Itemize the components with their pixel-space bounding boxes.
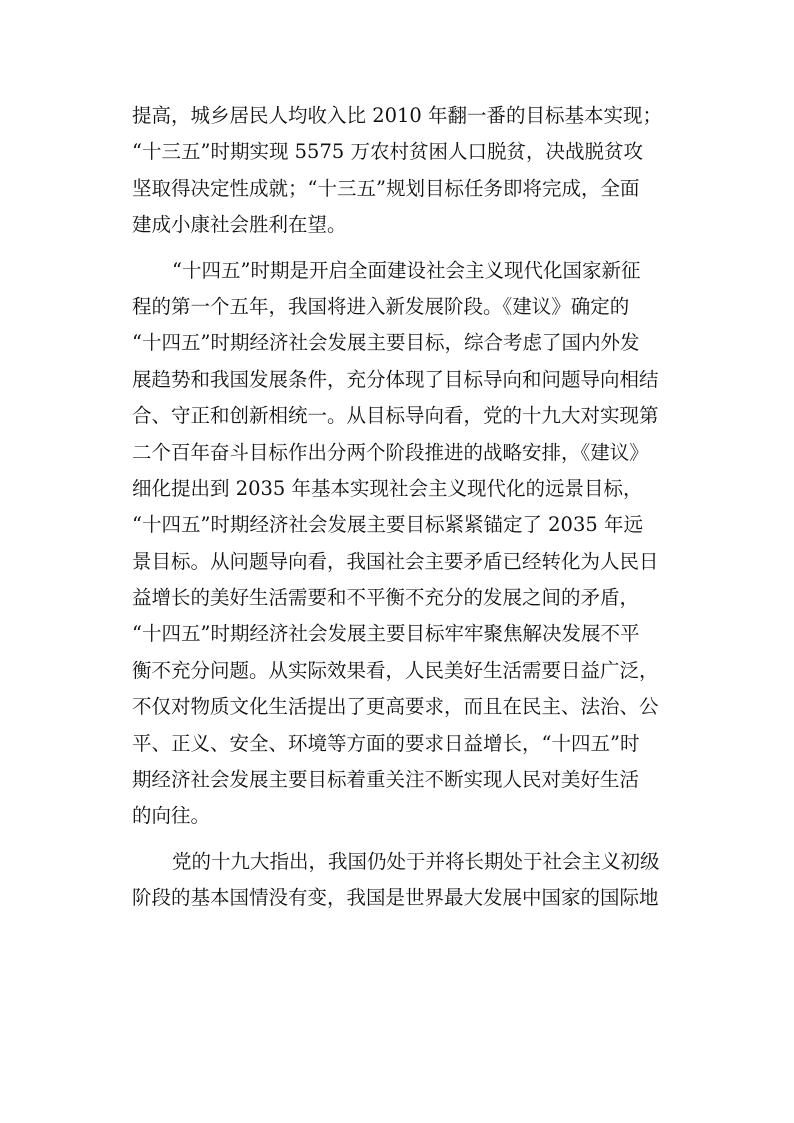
text-line: 建成小康社会胜利在望。 (132, 213, 347, 237)
paragraph-2 (132, 253, 672, 835)
text-line: “十四五”时期经济社会发展主要目标牢牢聚焦解决发展不平 (132, 622, 640, 646)
text-line: 提高，城乡居民人均收入比 2010 年翻一番的目标基本实现； (132, 104, 663, 127)
text-line: 党的十九大指出，我国仍处于并将长期处于社会主义初级 (172, 849, 660, 873)
text-line: 景目标。从问题导向看，我国社会主要矛盾已经转化为人民日 (132, 549, 659, 573)
text-line: 合、守正和创新相统一。从目标导向看，党的十九大对实现第 (132, 404, 659, 428)
text-line: 期经济社会发展主要目标着重关注不断实现人民对美好生活 (132, 768, 640, 792)
document-body (132, 98, 672, 917)
paragraph-3 (132, 844, 672, 917)
text-line: 二个百年奋斗目标作出分两个阶段推进的战略安排，《建议》 (132, 440, 649, 464)
text-line: 展趋势和我国发展条件，充分体现了目标导向和问题导向相结 (132, 367, 659, 391)
text-line: “十三五”时期实现 5575 万农村贫困人口脱贫，决战脱贫攻 (132, 140, 643, 164)
text-line: “十四五”时期经济社会发展主要目标紧紧锚定了 2035 年远 (132, 513, 643, 537)
text-line: “十四五”时期经济社会发展主要目标，综合考虑了国内外发 (132, 331, 640, 355)
paragraph-spacing (132, 835, 672, 844)
text-line: 衡不充分问题。从实际效果看，人民美好生活需要日益广泛， (132, 658, 659, 682)
text-line: 程的第一个五年，我国将进入新发展阶段。《建议》确定的 (132, 294, 630, 318)
text-line: 平、正义、安全、环境等方面的要求日益增长，“十四五”时 (132, 731, 640, 755)
text-line: 益增长的美好生活需要和不平衡不充分的发展之间的矛盾， (132, 586, 640, 610)
text-line: 细化提出到 2035 年基本实现社会主义现代化的远景目标， (132, 476, 643, 500)
text-line: 阶段的基本国情没有变，我国是世界最大发展中国家的国际地 (132, 886, 659, 910)
text-line: 坚取得决定性成就；“十三五”规划目标任务即将完成，全面 (132, 176, 640, 200)
paragraph-1 (132, 98, 672, 244)
text-line: 不仅对物质文化生活提出了更高要求，而且在民主、法治、公 (132, 695, 659, 719)
text-line: 的向往。 (132, 804, 211, 828)
text-line: “十四五”时期是开启全面建设社会主义现代化国家新征 (172, 258, 641, 282)
paragraph-spacing (132, 244, 672, 253)
